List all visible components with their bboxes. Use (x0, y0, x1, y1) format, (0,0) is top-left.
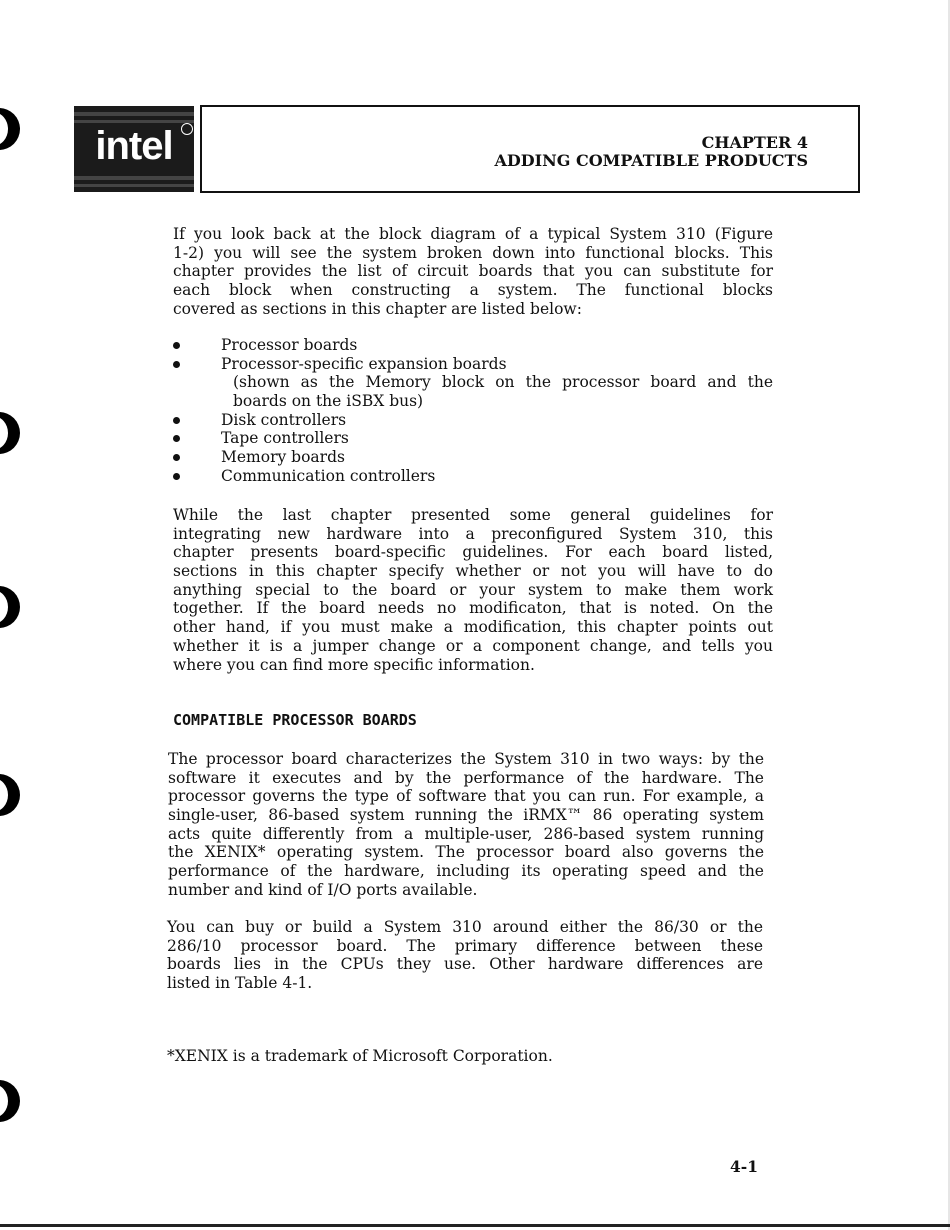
text-line: performance of the hardware, including its operating speed and the (168, 862, 764, 881)
text-line: 1-2) you will see the system broken down into functional blocks. This (173, 243, 773, 262)
buy-paragraph (167, 918, 763, 993)
binder-hole (0, 774, 20, 816)
list-item (173, 429, 773, 448)
text-line: number and kind of I/O ports available. (168, 880, 478, 899)
text-line: processor governs the type of software that you can run. For example, a (168, 787, 764, 806)
text-line: sections in this chapter specify whether or not you will have to do (173, 562, 773, 581)
bullet-icon (173, 435, 180, 442)
bullet-icon (173, 473, 180, 480)
list-item (173, 411, 773, 430)
guidelines-paragraph (173, 506, 773, 674)
bullet-icon (173, 454, 180, 461)
text-line: each block when constructing a system. The functional blocks (173, 281, 773, 300)
binder-hole (0, 586, 20, 628)
list-item (173, 467, 773, 486)
text-line: covered as sections in this chapter are listed below: (173, 299, 582, 318)
text-line: boards lies in the CPUs they use. Other hardware differences are (167, 955, 763, 974)
chapter-number: CHAPTER 4 (701, 133, 808, 152)
text-line: If you look back at the block diagram of a typical System 310 (Figure (173, 225, 773, 243)
text-line: software it executes and by the performance of the hardware. The (168, 768, 764, 787)
binder-hole (0, 1080, 20, 1122)
text-line: whether it is a jumper change or a component change, and tells you (173, 636, 773, 655)
text-line: listed in Table 4-1. (167, 974, 313, 993)
footnote: *XENIX is a trademark of Microsoft Corporation. (167, 1047, 553, 1065)
registered-mark-icon (181, 123, 193, 135)
text-line: The processor board characterizes the System 310 in two ways: by the (168, 750, 764, 768)
binder-hole (0, 108, 20, 150)
text-line: the XENIX* operating system. The processor board also governs the (168, 843, 764, 862)
intro-paragraph (173, 225, 773, 318)
text-line: 286/10 processor board. The primary difference between these (167, 936, 763, 955)
text-line: While the last chapter presented some general guidelines for (173, 506, 773, 524)
list-item (173, 336, 773, 355)
logo-text: intel (95, 124, 173, 168)
list-item-continuation (173, 373, 773, 392)
text-line: together. If the board needs no modificaton, that is noted. On the (173, 599, 773, 618)
list-item-note: (shown as the Memory block on the processor board and the (233, 373, 773, 392)
list-item-label: Processor-specific expansion boards (221, 354, 507, 373)
text-line: chapter provides the list of circuit boards that you can substitute for (173, 262, 773, 281)
text-line: anything special to the board or your system to make them work (173, 580, 773, 599)
list-item-continuation (173, 392, 773, 411)
bullet-icon (173, 342, 180, 349)
page-number: 4-1 (730, 1157, 759, 1176)
chapter-title: ADDING COMPATIBLE PRODUCTS (494, 151, 808, 170)
list-item-label: Disk controllers (221, 410, 347, 429)
text-line: where you can find more specific information. (173, 655, 535, 674)
list-item-note: boards on the iSBX bus) (233, 392, 424, 411)
bullet-icon (173, 361, 180, 368)
bottom-rule (0, 1224, 950, 1227)
list-item-label: Memory boards (221, 448, 345, 467)
intel-logo (74, 106, 194, 192)
text-line: acts quite differently from a multiple-user, 286-based system running (168, 824, 764, 843)
text-line: other hand, if you must make a modification, this chapter points out (173, 618, 773, 637)
list-item (173, 355, 773, 374)
section-heading: COMPATIBLE PROCESSOR BOARDS (173, 711, 417, 729)
text-line: chapter presents board-specific guidelines. For each board listed, (173, 543, 773, 562)
processor-paragraph (168, 750, 764, 900)
list-item-label: Communication controllers (221, 466, 436, 485)
text-line: integrating new hardware into a preconfigured System 310, this (173, 524, 773, 543)
chapter-header (200, 105, 860, 193)
binder-hole (0, 412, 20, 454)
functional-blocks-list (173, 336, 773, 486)
bullet-icon (173, 417, 180, 424)
text-line: single-user, 86-based system running the iRMX™ 86 operating system (168, 806, 764, 825)
list-item (173, 448, 773, 467)
list-item-label: Tape controllers (221, 429, 349, 448)
list-item-label: Processor boards (221, 336, 358, 354)
text-line: You can buy or build a System 310 around either the 86/30 or the (167, 918, 763, 936)
